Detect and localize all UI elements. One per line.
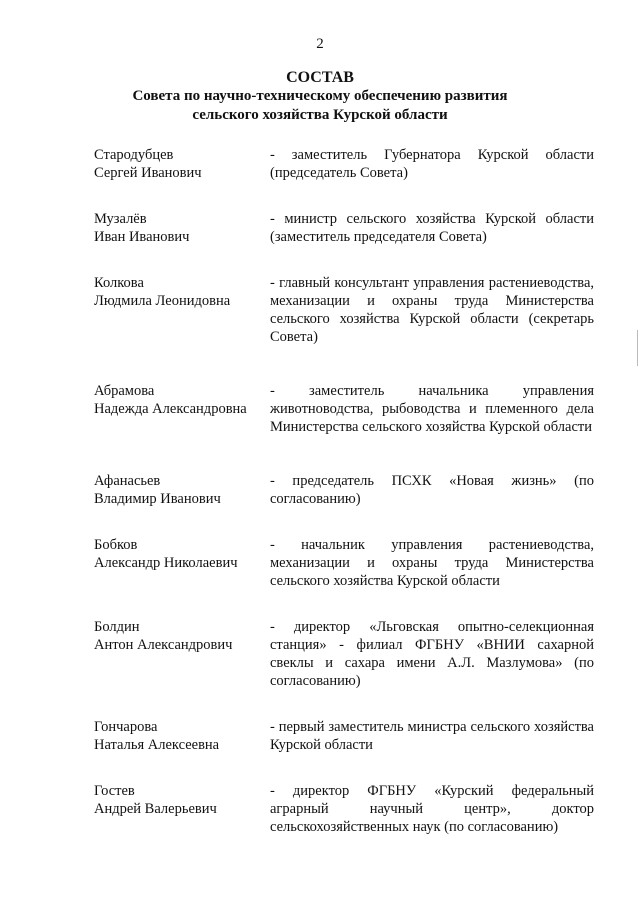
member-name xyxy=(94,146,270,182)
member-given-names: Надежда Александровна xyxy=(94,401,247,417)
scan-edge-mark xyxy=(637,330,638,366)
member-surname: Гончарова xyxy=(94,719,158,735)
member-name xyxy=(94,472,270,508)
member-role: - главный консультант управления растениеводства, механизации и охраны труда Министерства сельского хозяйства Курской области (секретарь Совета) xyxy=(270,275,594,345)
member-entry xyxy=(94,718,594,754)
member-name xyxy=(94,718,270,754)
member-name xyxy=(94,536,270,590)
member-entry xyxy=(94,210,594,246)
member-role: - министр сельского хозяйства Курской области (заместитель председателя Совета) xyxy=(270,211,594,245)
member-entry xyxy=(94,618,594,690)
member-given-names: Александр Николаевич xyxy=(94,555,238,571)
member-surname: Абрамова xyxy=(94,383,155,399)
member-given-names: Наталья Алексеевна xyxy=(94,737,220,753)
member-role: - заместитель начальника управления животноводства, рыбоводства и племенного дела Министерства сельского хозяйства Курской области xyxy=(270,383,594,435)
member-name xyxy=(94,210,270,246)
member-name xyxy=(94,782,270,836)
document-subtitle-line-2: сельского хозяйства Курской области xyxy=(192,107,448,123)
member-entry xyxy=(94,274,594,346)
member-given-names: Иван Иванович xyxy=(94,229,190,245)
member-entry xyxy=(94,782,594,836)
member-entry xyxy=(94,146,594,182)
member-surname: Бобков xyxy=(94,537,138,553)
member-surname: Болдин xyxy=(94,619,140,635)
member-given-names: Людмила Леонидовна xyxy=(94,293,231,309)
member-entry xyxy=(94,536,594,590)
member-name xyxy=(94,382,270,436)
member-name xyxy=(94,618,270,690)
member-role: - председатель ПСХК «Новая жизнь» (по согласованию) xyxy=(270,473,594,507)
member-given-names: Андрей Валерьевич xyxy=(94,801,217,817)
member-surname: Стародубцев xyxy=(94,147,174,163)
member-role: - директор «Льговская опытно-селекционная станция» - филиал ФГБНУ «ВНИИ сахарной свеклы и сахара имени А.Л. Мазлумова» (по согласованию) xyxy=(270,619,594,689)
document-title: СОСТАВ xyxy=(286,69,354,86)
member-surname: Гостев xyxy=(94,783,135,799)
member-role: - начальник управления растениеводства, механизации и охраны труда Министерства сельского хозяйства Курской области xyxy=(270,537,594,589)
member-role: - директор ФГБНУ «Курский федеральный аграрный научный центр», доктор сельскохозяйственных наук (по согласованию) xyxy=(270,783,594,835)
member-role: - заместитель Губернатора Курской области (председатель Совета) xyxy=(270,147,594,181)
member-role: - первый заместитель министра сельского хозяйства Курской области xyxy=(270,719,594,753)
member-entry xyxy=(94,382,594,436)
member-given-names: Сергей Иванович xyxy=(94,165,202,181)
member-given-names: Антон Александрович xyxy=(94,637,233,653)
member-entry xyxy=(94,472,594,508)
document-subtitle-line-1: Совета по научно-техническому обеспечению развития xyxy=(132,88,508,104)
member-name xyxy=(94,274,270,346)
document-title-block xyxy=(0,68,640,125)
member-surname: Афанасьев xyxy=(94,473,161,489)
member-surname: Музалёв xyxy=(94,211,147,227)
page-number: 2 xyxy=(316,36,324,52)
member-list xyxy=(94,146,594,836)
member-surname: Колкова xyxy=(94,275,144,291)
member-given-names: Владимир Иванович xyxy=(94,491,221,507)
